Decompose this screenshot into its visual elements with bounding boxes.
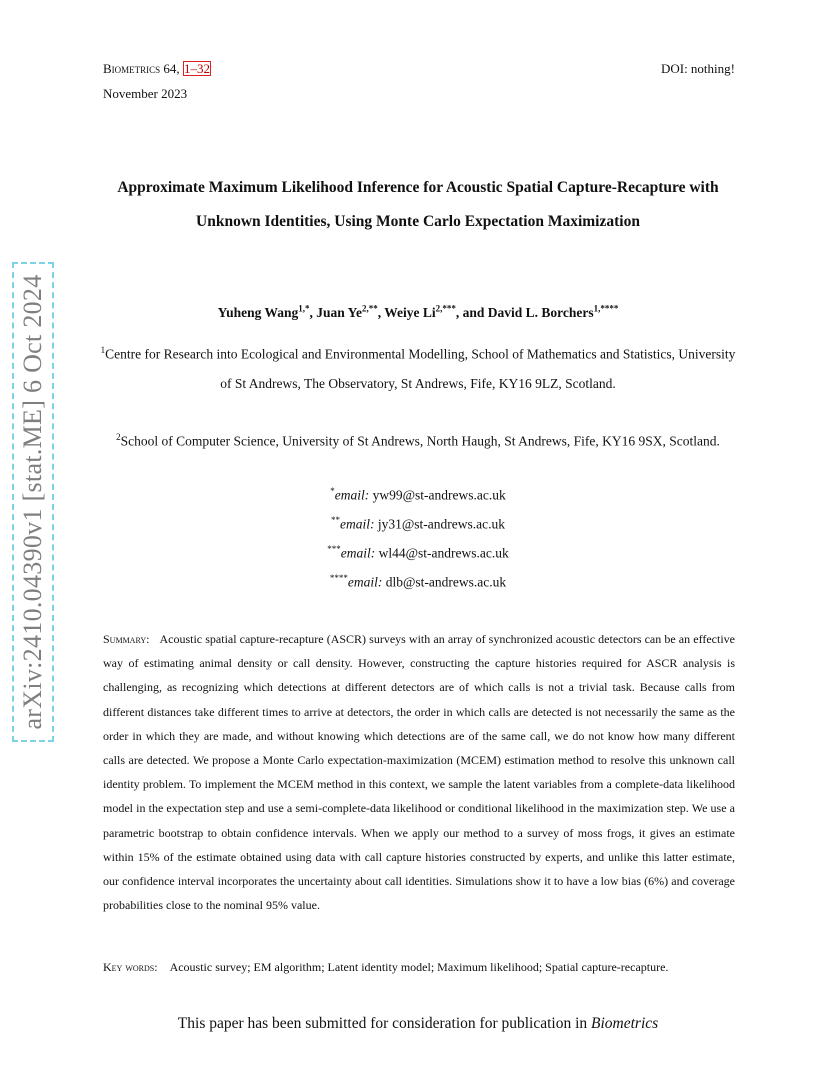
- submission-note: This paper has been submitted for consideration for publication in Biometrics: [177, 1015, 659, 1032]
- doi-label: DOI: nothing!: [660, 61, 735, 76]
- author: David L. Borchers$^{1,****}$: [487, 303, 619, 320]
- keywords-text: Acoustic survey; EM algorithm; Latent identity model; Maximum likelihood; Spatial capture-recapture.: [169, 960, 669, 974]
- affiliation-2: $^2$School of Computer Science, University of St Andrews, North Haugh, St Andrews, Fife, KY16 9SX, Scotland.: [116, 432, 720, 449]
- keywords-label: Key words:: [103, 960, 158, 974]
- paper-title: Approximate Maximum Likelihood Inference for Acoustic Spatial Capture-Recapture with Unknown Identities, Using Monte Carlo Expectation Maximization: [117, 179, 719, 230]
- keywords: [103, 960, 739, 975]
- email-address[interactable]: wl44@st-andrews.ac.uk: [378, 545, 509, 561]
- email-line: **email: jy31@st-andrews.ac.uk: [330, 515, 506, 532]
- email-address[interactable]: jy31@st-andrews.ac.uk: [377, 516, 506, 532]
- arxiv-stamp[interactable]: [12, 262, 54, 742]
- email-line: ***email: wl44@st-andrews.ac.uk: [327, 544, 509, 561]
- author: Weiye $Li^{2,***}$, and: [384, 303, 488, 320]
- journal-label: Biometrics 64,: [103, 61, 180, 76]
- author: Juan $Ye^{2,**}$,: [316, 303, 385, 320]
- summary-text: Acoustic spatial capture-recapture (ASCR) surveys with an array of synchronized acoustic detectors can be an effective way of estimating animal density or call density. However, constructing the capture histories required for ASCR analysis is challenging, as recognizing which detections at different detectors are of which calls is not a trivial task. Because calls from different distances take different times to arrive at detectors, the order in which calls are detected is not necessarily the same as the order in which they are made, and without knowing which detections are of the same call, we do not know how many different calls are detected. We propose a Monte Carlo expectation-maximization (MCEM) estimation method to resolve this unknown call identity problem. To implement the MCEM method in this context, we sample the latent variables from a complete-data likelihood model in the expectation step and use a semi-complete-data likelihood or conditional likelihood in the maximization step. We use a parametric bootstrap to obtain confidence intervals. When we apply our method to a survey of moss frogs, it gives an estimate within 15% of the estimate obtained using data with call capture histories constructed by experts, and unlike this latter estimate, our confidence interval incorporates the uncertainty about call identities. Simulations show it to have a low bias (6%) and coverage probabilities close to the nominal 95% value.: [103, 632, 735, 913]
- journal-citation: [103, 61, 211, 77]
- email-address[interactable]: dlb@st-andrews.ac.uk: [385, 574, 507, 590]
- email-line: *email: yw99@st-andrews.ac.uk: [330, 486, 506, 503]
- author: Yuheng Wang$^{1,*}$,: [217, 303, 317, 320]
- email-line: ****email: dlb@st-andrews.ac.uk: [329, 573, 507, 590]
- email-address[interactable]: yw99@st-andrews.ac.uk: [372, 487, 506, 503]
- author-list: [100, 303, 736, 321]
- pages-link[interactable]: 1–32: [183, 61, 210, 76]
- abstract: [103, 627, 735, 917]
- summary-label: Summary:: [103, 632, 150, 646]
- affiliation-1: $^1$Centre for Research into Ecological and Environmental Modelling, School of Mathematics and Statistics, University of St Andrews, The Observatory, St Andrews, Fife, KY16 9LZ, Scotland.: [100, 345, 736, 391]
- arxiv-identifier: arXiv:2410.04390v1 [stat.ME] 6 Oct 2024: [18, 274, 47, 730]
- publication-date: November 2023: [103, 86, 188, 101]
